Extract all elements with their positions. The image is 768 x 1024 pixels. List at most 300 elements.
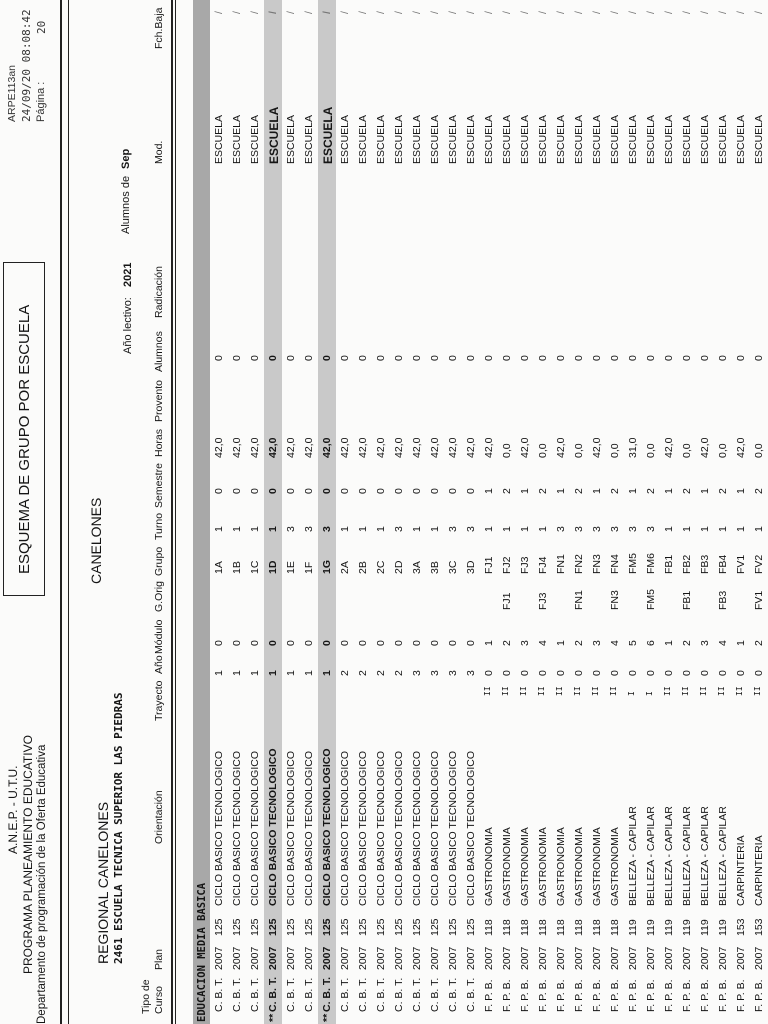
cell-alumnos: 0 (447, 355, 459, 361)
cell-orientacion: BELLEZA - CAPILAR (627, 806, 639, 906)
cell-grupo: 1D (267, 560, 279, 574)
cell-modalidad: ESCUELA (303, 114, 315, 164)
cell-modulo: 2 (501, 640, 513, 646)
col-anio: Año (153, 655, 165, 674)
cell-horas: 31,0 (627, 437, 639, 458)
table-row (354, 0, 372, 1024)
cell-modulo: 0 (249, 640, 261, 646)
cell-alumnos: 0 (375, 355, 387, 361)
cell-semestre: 0 (411, 488, 423, 494)
col-modulo: Módulo (153, 619, 165, 654)
cell-orientacion: CICLO BASICO TECNOLOGICO (375, 750, 387, 906)
cell-plan: 2007 (321, 946, 333, 970)
cell-modalidad: ESCUELA (681, 114, 693, 164)
cell-tipo-curso: F. P. B. (717, 979, 729, 1012)
alumnos-de-label: Alumnos de (120, 175, 132, 234)
cell-anio: 0 (573, 670, 585, 676)
cell-horas: 0,0 (573, 443, 585, 458)
cell-alumnos: 0 (285, 355, 297, 361)
cell-tipo-curso: C. B. T. (357, 977, 369, 1012)
table-row (444, 0, 462, 1024)
cell-turno: 3 (321, 526, 333, 532)
cell-plan: 2007 (411, 946, 423, 970)
cell-modulo: 0 (375, 640, 387, 646)
cell-alumnos: 0 (213, 355, 225, 361)
cell-plan: 2007 (393, 946, 405, 970)
cell-tipo-curso: F. P. B. (591, 979, 603, 1012)
cell-anio: 0 (663, 670, 675, 676)
cell-plan: 2007 (501, 946, 513, 970)
cell-grupo: FN4 (609, 554, 621, 574)
cell-semestre: 2 (501, 488, 513, 494)
cell-grupo: 3C (447, 560, 459, 574)
cell-tipo-curso: F. P. B. (699, 979, 711, 1012)
cell-gorig: FM5 (645, 589, 657, 610)
cell-anio: 0 (501, 670, 513, 676)
table-row (282, 0, 300, 1024)
cell-modalidad: ESCUELA (429, 114, 441, 164)
cell-horas: 42,0 (465, 437, 477, 458)
cell-turno: 1 (429, 526, 441, 532)
cell-horas: 42,0 (699, 437, 711, 458)
cell-turno: 1 (249, 526, 261, 532)
table-row (642, 0, 660, 1024)
cell-semestre: 2 (609, 488, 621, 494)
cell-alumnos: 0 (573, 355, 585, 361)
row-end-slash: / (393, 11, 405, 14)
cell-trayecto: II (483, 686, 492, 696)
year-value: 2021 (122, 262, 134, 287)
table-row (660, 0, 678, 1024)
cell-turno: 1 (519, 526, 531, 532)
cell-semestre: 0 (303, 488, 315, 494)
col-horas: Horas (153, 428, 165, 457)
cell-anio: 2 (357, 670, 369, 676)
cell-modulo: 0 (231, 640, 243, 646)
row-mark: ** (267, 1013, 279, 1022)
cell-orientacion: GASTRONOMIA (483, 827, 495, 906)
cell-trayecto: II (663, 686, 672, 696)
cell-plan: 2007 (555, 946, 567, 970)
cell-turno: 1 (735, 526, 747, 532)
cell-trayecto: II (501, 686, 510, 696)
cell-gorig: FJ3 (537, 592, 549, 610)
col-plan: Plan (153, 948, 165, 970)
cell-alumnos: 0 (699, 355, 711, 361)
cell-modalidad: ESCUELA (285, 114, 297, 164)
cell-tipo-curso: C. B. T. (429, 977, 441, 1012)
cell-modalidad: ESCUELA (663, 114, 675, 164)
cell-orientacion: BELLEZA - CAPILAR (663, 806, 675, 906)
cell-horas: 42,0 (411, 437, 423, 458)
table-row (210, 0, 228, 1024)
cell-turno: 3 (573, 526, 585, 532)
cell-plan: 2007 (663, 946, 675, 970)
cell-horas: 42,0 (519, 437, 531, 458)
cell-anio: 0 (699, 670, 711, 676)
cell-modulo: 0 (267, 640, 279, 646)
row-end-slash: / (483, 11, 495, 14)
cell-grupo: FM5 (627, 553, 639, 574)
cell-modulo: 0 (303, 640, 315, 646)
cell-plan-code: 118 (555, 919, 567, 936)
cell-orientacion: CICLO BASICO TECNOLOGICO (339, 750, 351, 906)
cell-tipo-curso: F. P. B. (501, 979, 513, 1012)
table-row (426, 0, 444, 1024)
cell-anio: 1 (249, 670, 261, 676)
cell-tipo-curso: C. B. T. (285, 977, 297, 1012)
cell-orientacion: GASTRONOMIA (519, 827, 531, 906)
cell-orientacion: CICLO BASICO TECNOLOGICO (411, 750, 423, 906)
cell-grupo: FJ2 (501, 556, 513, 574)
cell-plan: 2007 (465, 946, 477, 970)
table-row (516, 0, 534, 1024)
table-row (732, 0, 750, 1024)
cell-plan-code: 125 (411, 918, 423, 936)
table-row (552, 0, 570, 1024)
cell-turno: 3 (627, 526, 639, 532)
cell-modulo: 1 (663, 640, 675, 646)
cell-turno: 1 (375, 526, 387, 532)
cell-plan-code: 119 (663, 919, 675, 936)
table-row (462, 0, 480, 1024)
cell-semestre: 2 (537, 488, 549, 494)
cell-plan-code: 125 (285, 918, 297, 936)
cell-anio: 3 (411, 670, 423, 676)
cell-orientacion: CICLO BASICO TECNOLOGICO (393, 750, 405, 906)
header-rule-top (60, 0, 62, 1024)
report-code: ARPE113an (6, 64, 18, 122)
cell-trayecto: II (573, 686, 582, 696)
cell-turno: 3 (609, 526, 621, 532)
cell-alumnos: 0 (609, 355, 621, 361)
cell-modalidad: ESCUELA (537, 114, 549, 164)
row-end-slash: / (321, 11, 333, 14)
cell-orientacion: CICLO BASICO TECNOLOGICO (267, 748, 279, 906)
col-gorig: G.Orig (153, 581, 165, 612)
cell-horas: 0,0 (537, 443, 549, 458)
cell-anio: 2 (375, 670, 387, 676)
cell-anio: 3 (429, 670, 441, 676)
cell-plan-code: 125 (393, 918, 405, 936)
cell-modalidad: ESCUELA (393, 114, 405, 164)
report-title: ESQUEMA DE GRUPO POR ESCUELA (16, 304, 33, 574)
cell-horas: 42,0 (231, 437, 243, 458)
col-provento: Provento (153, 379, 165, 422)
cell-horas: 0,0 (609, 443, 621, 458)
cell-gorig: FB1 (681, 590, 693, 610)
cell-modalidad: ESCUELA (213, 114, 225, 164)
cell-turno: 1 (537, 526, 549, 532)
cell-trayecto: I (627, 691, 636, 696)
cell-alumnos: 0 (555, 355, 567, 361)
cell-modalidad: ESCUELA (735, 114, 747, 164)
cell-trayecto: I (645, 691, 654, 696)
cell-trayecto: II (591, 686, 600, 696)
cell-horas: 42,0 (267, 437, 279, 458)
cell-anio: 0 (735, 670, 747, 676)
row-end-slash: / (411, 11, 423, 14)
cell-turno: 3 (285, 526, 297, 532)
cell-grupo: FV2 (753, 554, 765, 574)
cell-grupo: 2C (375, 560, 387, 574)
report-datetime: 24/09/20 08:08:42 (20, 9, 33, 122)
cell-alumnos: 0 (465, 355, 477, 361)
cell-tipo-curso: F. P. B. (627, 979, 639, 1012)
cell-modulo: 6 (645, 640, 657, 646)
cell-anio: 2 (339, 670, 351, 676)
cell-orientacion: CARPINTERIA (753, 835, 765, 906)
row-end-slash: / (429, 11, 441, 14)
cell-orientacion: CICLO BASICO TECNOLOGICO (357, 750, 369, 906)
row-end-slash: / (645, 11, 657, 14)
cell-horas: 42,0 (663, 437, 675, 458)
cell-semestre: 1 (555, 488, 567, 494)
table-row (534, 0, 552, 1024)
cell-modulo: 1 (483, 640, 495, 646)
cell-semestre: 0 (375, 488, 387, 494)
cell-turno: 1 (267, 526, 279, 532)
cell-modalidad: ESCUELA (699, 114, 711, 164)
org-name: A.N.E.P. - U.T.U. (6, 765, 20, 854)
cell-modalidad: ESCUELA (411, 114, 423, 164)
header-rule-second (68, 0, 69, 1024)
cell-semestre: 1 (699, 488, 711, 494)
page-number: 20 (35, 20, 48, 34)
cell-turno: 1 (483, 526, 495, 532)
row-end-slash: / (699, 11, 711, 14)
cell-tipo-curso: F. P. B. (573, 979, 585, 1012)
cell-modulo: 0 (213, 640, 225, 646)
cell-orientacion: GASTRONOMIA (537, 827, 549, 906)
row-end-slash: / (519, 11, 531, 14)
cell-gorig: FN1 (573, 590, 585, 610)
cell-modalidad: ESCUELA (501, 114, 513, 164)
cell-alumnos: 0 (519, 355, 531, 361)
table-row (606, 0, 624, 1024)
table-row (246, 0, 264, 1024)
cell-tipo-curso: C. B. T. (393, 977, 405, 1012)
school-name: 2461 ESCUELA TECNICA SUPERIOR LAS PIEDRAS (112, 692, 125, 964)
cell-modulo: 0 (339, 640, 351, 646)
col-radicacion: Radicación (153, 266, 165, 318)
table-row (570, 0, 588, 1024)
cell-turno: 1 (699, 526, 711, 532)
cell-tipo-curso: F. P. B. (555, 979, 567, 1012)
cell-grupo: 1F (303, 561, 315, 574)
cell-modalidad: ESCUELA (375, 114, 387, 164)
cell-grupo: 2B (357, 561, 369, 574)
cell-plan: 2007 (609, 946, 621, 970)
cell-plan-code: 125 (357, 918, 369, 936)
cell-semestre: 1 (735, 488, 747, 494)
cell-modulo: 4 (717, 640, 729, 646)
cell-alumnos: 0 (321, 355, 333, 361)
row-end-slash: / (339, 11, 351, 14)
cell-turno: 1 (213, 526, 225, 532)
cell-modulo: 1 (555, 640, 567, 646)
col-orientacion: Orientación (153, 790, 165, 844)
cell-grupo: 1E (285, 561, 297, 574)
cell-tipo-curso: C. B. T. (267, 976, 279, 1012)
cell-modulo: 3 (591, 640, 603, 646)
cell-anio: 0 (537, 670, 549, 676)
cell-turno: 3 (303, 526, 315, 532)
cell-plan-code: 125 (447, 918, 459, 936)
row-end-slash: / (573, 11, 585, 14)
cell-plan: 2007 (699, 946, 711, 970)
cell-plan-code: 125 (339, 918, 351, 936)
table-row (228, 0, 246, 1024)
cell-semestre: 2 (645, 488, 657, 494)
cell-turno: 1 (681, 526, 693, 532)
cell-plan-code: 125 (213, 918, 225, 936)
cell-grupo: FN2 (573, 554, 585, 574)
row-mark: ** (321, 1013, 333, 1022)
cell-tipo-curso: F. P. B. (735, 979, 747, 1012)
cell-horas: 42,0 (735, 437, 747, 458)
cell-turno: 1 (357, 526, 369, 532)
row-end-slash: / (375, 11, 387, 14)
col-semestre: Semestre (153, 463, 165, 508)
cell-semestre: 2 (573, 488, 585, 494)
cell-semestre: 0 (393, 488, 405, 494)
cell-plan: 2007 (231, 946, 243, 970)
cell-anio: 0 (609, 670, 621, 676)
month-value: Sep (120, 148, 132, 169)
cell-plan: 2007 (519, 946, 531, 970)
cell-anio: 0 (681, 670, 693, 676)
cell-alumnos: 0 (501, 355, 513, 361)
cell-modulo: 2 (573, 640, 585, 646)
cell-orientacion: GASTRONOMIA (573, 827, 585, 906)
cell-modalidad: ESCUELA (627, 114, 639, 164)
cell-plan: 2007 (375, 946, 387, 970)
row-end-slash: / (717, 11, 729, 14)
cell-alumnos: 0 (357, 355, 369, 361)
cell-horas: 42,0 (555, 437, 567, 458)
cell-anio: 3 (465, 670, 477, 676)
cell-grupo: FB3 (699, 554, 711, 574)
cell-anio: 0 (627, 670, 639, 676)
cell-semestre: 2 (717, 488, 729, 494)
cell-plan-code: 118 (609, 919, 621, 936)
cell-modulo: 3 (699, 640, 711, 646)
cell-plan-code: 153 (735, 918, 747, 936)
cell-orientacion: GASTRONOMIA (555, 827, 567, 906)
cell-orientacion: GASTRONOMIA (609, 827, 621, 906)
cell-alumnos: 0 (303, 355, 315, 361)
cell-plan: 2007 (447, 946, 459, 970)
cell-trayecto: II (681, 686, 690, 696)
row-end-slash: / (285, 11, 297, 14)
cell-semestre: 0 (213, 488, 225, 494)
cell-trayecto: II (753, 686, 762, 696)
cell-plan: 2007 (681, 946, 693, 970)
cell-grupo: 1G (321, 559, 333, 574)
table-row (678, 0, 696, 1024)
cell-anio: 3 (447, 670, 459, 676)
table-row (318, 0, 336, 1024)
cell-horas: 42,0 (429, 437, 441, 458)
cell-grupo: 2D (393, 560, 405, 574)
cell-plan-code: 125 (321, 918, 333, 936)
column-header-rule-2 (175, 0, 176, 1024)
cell-horas: 42,0 (249, 437, 261, 458)
cell-turno: 3 (645, 526, 657, 532)
row-end-slash: / (627, 11, 639, 14)
cell-alumnos: 0 (591, 355, 603, 361)
cell-semestre: 0 (429, 488, 441, 494)
cell-horas: 42,0 (285, 437, 297, 458)
cell-alumnos: 0 (663, 355, 675, 361)
cell-horas: 42,0 (483, 437, 495, 458)
cell-alumnos: 0 (339, 355, 351, 361)
cell-trayecto: II (519, 686, 528, 696)
table-row (714, 0, 732, 1024)
cell-semestre: 0 (465, 488, 477, 494)
cell-plan-code: 125 (267, 918, 279, 936)
cell-horas: 0,0 (681, 443, 693, 458)
row-end-slash: / (447, 11, 459, 14)
col-fchbaja: Fch.Baja (153, 7, 165, 49)
cell-alumnos: 0 (393, 355, 405, 361)
cell-plan: 2007 (753, 946, 765, 970)
row-end-slash: / (555, 11, 567, 14)
cell-orientacion: CICLO BASICO TECNOLOGICO (213, 750, 225, 906)
cell-modalidad: ESCUELA (447, 114, 459, 164)
cell-plan: 2007 (573, 946, 585, 970)
program-name: PROGRAMA PLANEAMIENTO EDUCATIVO (21, 735, 35, 974)
cell-semestre: 0 (447, 488, 459, 494)
cell-grupo: FN1 (555, 554, 567, 574)
cell-modulo: 0 (411, 640, 423, 646)
cell-turno: 3 (465, 526, 477, 532)
cell-grupo: FB4 (717, 554, 729, 574)
row-end-slash: / (501, 11, 513, 14)
cell-anio: 0 (519, 670, 531, 676)
cell-turno: 3 (393, 526, 405, 532)
cell-anio: 1 (231, 670, 243, 676)
table-row (390, 0, 408, 1024)
table-row (498, 0, 516, 1024)
cell-alumnos: 0 (429, 355, 441, 361)
cell-modalidad: ESCUELA (483, 114, 495, 164)
cell-trayecto: II (735, 686, 744, 696)
row-end-slash: / (753, 11, 765, 14)
cell-horas: 42,0 (591, 437, 603, 458)
cell-tipo-curso: C. B. T. (249, 977, 261, 1012)
year-label: Año lectivo: (122, 297, 134, 354)
cell-horas: 42,0 (393, 437, 405, 458)
cell-plan: 2007 (357, 946, 369, 970)
cell-plan: 2007 (429, 946, 441, 970)
cell-turno: 3 (555, 526, 567, 532)
table-row (300, 0, 318, 1024)
cell-semestre: 2 (681, 488, 693, 494)
table-row (624, 0, 642, 1024)
cell-semestre: 2 (753, 488, 765, 494)
cell-turno: 1 (411, 526, 423, 532)
cell-alumnos: 0 (717, 355, 729, 361)
cell-plan: 2007 (627, 946, 639, 970)
cell-turno: 1 (501, 526, 513, 532)
cell-plan: 2007 (717, 946, 729, 970)
cell-alumnos: 0 (267, 355, 279, 361)
cell-plan-code: 125 (249, 918, 261, 936)
cell-plan-code: 118 (519, 919, 531, 936)
cell-grupo: FJ3 (519, 556, 531, 574)
